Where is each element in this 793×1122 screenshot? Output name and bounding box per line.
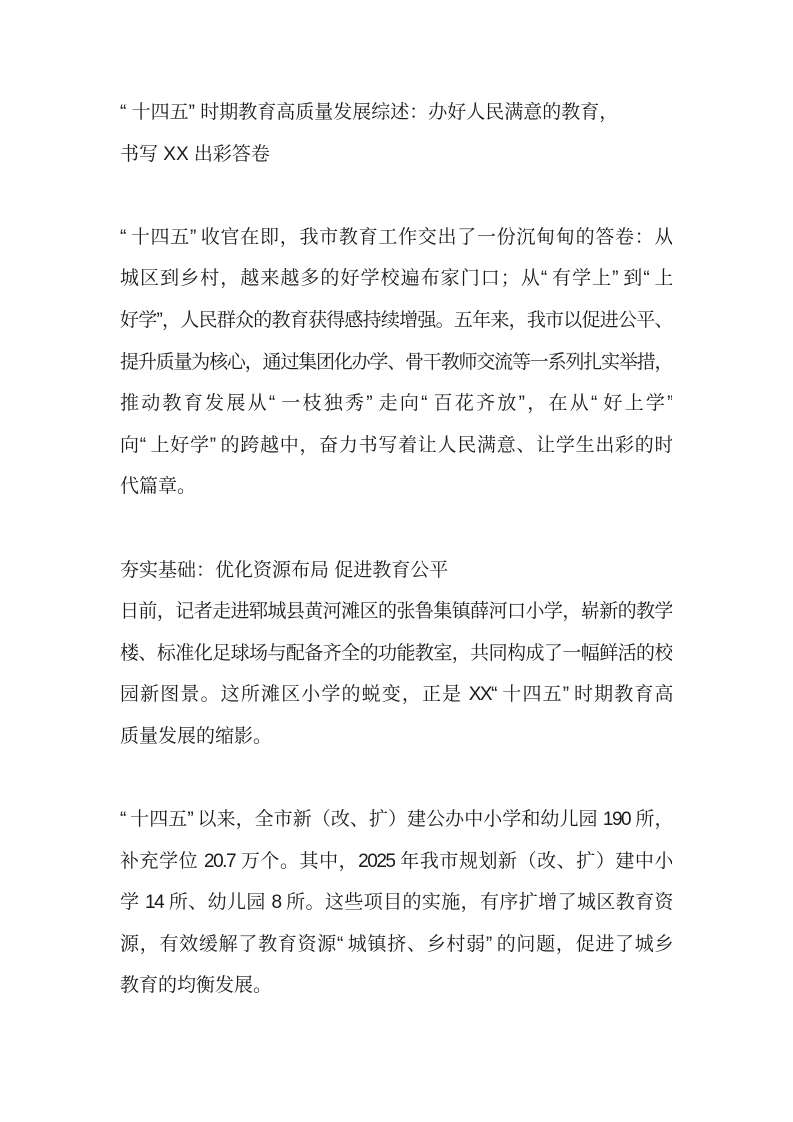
intro-paragraph-line-2: 城区到乡村，越来越多的好学校遍布家门口；从“ 有学上” 到“ 上 xyxy=(120,268,672,290)
blank-line xyxy=(120,758,672,800)
blank-line xyxy=(120,175,672,217)
document-page xyxy=(120,92,672,1007)
construction-stats-paragraph-line-1: “ 十四五” 以来，全市新（改、扩）建公办中小学和幼儿园 190 所， xyxy=(120,809,672,831)
construction-stats-paragraph-line-2: 补充学位 20.7 万个。其中，2025 年我市规划新（改、扩）建中小 xyxy=(120,850,672,872)
school-visit-paragraph-line-1: 日前，记者走进郓城县黄河滩区的张鲁集镇薛河口小学，崭新的教学 xyxy=(120,601,672,623)
title-line-1: “ 十四五” 时期教育高质量发展综述：办好人民满意的教育， xyxy=(120,102,619,123)
intro-paragraph-line-7: 代篇章。 xyxy=(120,476,197,498)
construction-stats-paragraph-line-3: 学 14 所、幼儿园 8 所。这些项目的实施，有序扩增了城区教育资 xyxy=(120,892,672,914)
intro-paragraph-line-1: “ 十四五” 收官在即，我市教育工作交出了一份沉甸甸的答卷：从 xyxy=(120,226,672,248)
construction-stats-paragraph-line-4: 源，有效缓解了教育资源“ 城镇挤、乡村弱” 的问题，促进了城乡 xyxy=(120,933,672,955)
school-visit-paragraph-line-3: 园新图景。这所滩区小学的蜕变，正是 XX“ 十四五” 时期教育高 xyxy=(120,684,672,706)
title-line-2: 书写 XX 出彩答卷 xyxy=(120,143,270,165)
intro-paragraph-line-5: 推动教育发展从“ 一枝独秀” 走向“ 百花齐放”，在从“ 好上学” xyxy=(120,393,672,415)
blank-line xyxy=(120,508,672,550)
school-visit-paragraph-line-2: 楼、标准化足球场与配备齐全的功能教室，共同构成了一幅鲜活的校 xyxy=(120,642,672,664)
intro-paragraph-line-4: 提升质量为核心，通过集团化办学、骨干教师交流等一系列扎实举措， xyxy=(120,351,672,373)
section-heading: 夯实基础：优化资源布局 促进教育公平 xyxy=(120,559,449,581)
school-visit-paragraph-line-4: 质量发展的缩影。 xyxy=(120,725,273,747)
intro-paragraph-line-3: 好学”，人民群众的教育获得感持续增强。五年来，我市以促进公平、 xyxy=(120,309,672,331)
intro-paragraph-line-6: 向“ 上好学” 的跨越中，奋力书写着让人民满意、让学生出彩的时 xyxy=(120,434,672,456)
construction-stats-paragraph-line-5: 教育的均衡发展。 xyxy=(120,975,273,997)
